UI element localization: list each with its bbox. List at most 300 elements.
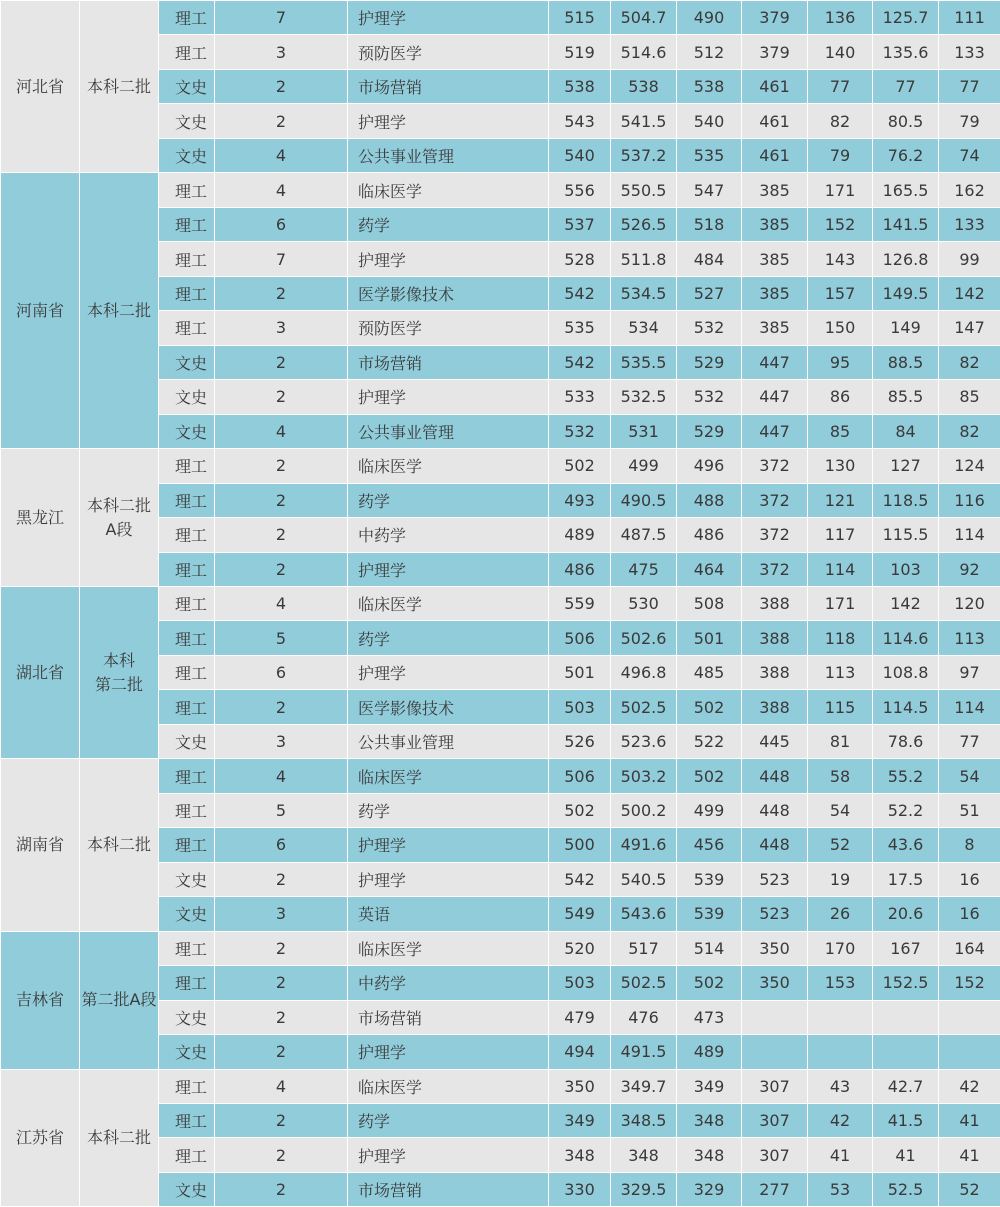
province-label: 黑龙江 — [16, 508, 64, 527]
batch-cell — [80, 1, 159, 173]
min-over-line-cell: 54 — [939, 759, 1000, 793]
province-label: 河北省 — [16, 77, 64, 96]
avg-over-line-cell: 17.5 — [873, 862, 939, 896]
batch-label-line: 第二批A段 — [80, 988, 158, 1012]
max-score-cell: 542 — [549, 345, 611, 379]
enrolled-count-cell: 2 — [215, 1035, 348, 1069]
major-cell: 市场营销 — [348, 1172, 549, 1206]
max-over-line-cell: 52 — [808, 828, 873, 862]
avg-over-line-cell: 126.8 — [873, 242, 939, 276]
min-over-line-cell — [939, 1035, 1000, 1069]
province-cell — [1, 931, 80, 1069]
province-cell — [1, 173, 80, 449]
min-over-line-cell: 51 — [939, 793, 1000, 827]
min-score-cell: 348 — [677, 1138, 742, 1172]
control-line-cell: 350 — [742, 966, 808, 1000]
min-score-cell: 488 — [677, 483, 742, 517]
subject-type-cell: 理工 — [159, 966, 215, 1000]
province-label: 吉林省 — [16, 990, 64, 1009]
avg-over-line-cell: 149 — [873, 311, 939, 345]
min-over-line-cell: 77 — [939, 724, 1000, 758]
subject-type-cell: 文史 — [159, 104, 215, 138]
subject-type-cell: 理工 — [159, 931, 215, 965]
max-over-line-cell: 42 — [808, 1104, 873, 1138]
province-label: 湖南省 — [16, 835, 64, 854]
subject-type-cell: 文史 — [159, 138, 215, 172]
avg-over-line-cell: 55.2 — [873, 759, 939, 793]
min-over-line-cell: 152 — [939, 966, 1000, 1000]
min-over-line-cell: 41 — [939, 1138, 1000, 1172]
control-line-cell: 388 — [742, 621, 808, 655]
min-score-cell: 532 — [677, 380, 742, 414]
enrolled-count-cell: 2 — [215, 449, 348, 483]
avg-over-line-cell: 141.5 — [873, 207, 939, 241]
avg-over-line-cell: 20.6 — [873, 897, 939, 931]
min-score-cell: 464 — [677, 552, 742, 586]
max-over-line-cell — [808, 1035, 873, 1069]
enrolled-count-cell: 3 — [215, 724, 348, 758]
enrolled-count-cell: 2 — [215, 1172, 348, 1206]
max-score-cell: 501 — [549, 655, 611, 689]
major-cell: 公共事业管理 — [348, 138, 549, 172]
avg-over-line-cell: 43.6 — [873, 828, 939, 862]
control-line-cell: 388 — [742, 690, 808, 724]
control-line-cell: 448 — [742, 759, 808, 793]
major-cell: 临床医学 — [348, 1069, 549, 1103]
control-line-cell: 445 — [742, 724, 808, 758]
max-score-cell: 506 — [549, 621, 611, 655]
subject-type-cell: 理工 — [159, 1, 215, 35]
subject-type-cell: 文史 — [159, 1172, 215, 1206]
major-cell: 药学 — [348, 483, 549, 517]
table-row — [1, 1, 1000, 35]
min-score-cell: 348 — [677, 1104, 742, 1138]
max-over-line-cell: 26 — [808, 897, 873, 931]
max-score-cell: 350 — [549, 1069, 611, 1103]
table-row — [1, 931, 1000, 965]
max-score-cell: 542 — [549, 862, 611, 896]
avg-over-line-cell: 149.5 — [873, 276, 939, 310]
avg-score-cell: 476 — [611, 1000, 677, 1034]
table-row — [1, 1069, 1000, 1103]
max-over-line-cell: 43 — [808, 1069, 873, 1103]
min-over-line-cell: 162 — [939, 173, 1000, 207]
avg-over-line-cell: 127 — [873, 449, 939, 483]
province-label: 湖北省 — [16, 663, 64, 682]
enrolled-count-cell: 6 — [215, 828, 348, 862]
min-score-cell: 547 — [677, 173, 742, 207]
subject-type-cell: 理工 — [159, 1138, 215, 1172]
min-score-cell: 502 — [677, 966, 742, 1000]
major-cell: 临床医学 — [348, 759, 549, 793]
table-row — [1, 759, 1000, 793]
max-over-line-cell: 85 — [808, 414, 873, 448]
avg-over-line-cell: 88.5 — [873, 345, 939, 379]
avg-score-cell: 329.5 — [611, 1172, 677, 1206]
avg-score-cell: 550.5 — [611, 173, 677, 207]
avg-score-cell: 534 — [611, 311, 677, 345]
province-cell — [1, 586, 80, 758]
enrolled-count-cell: 2 — [215, 518, 348, 552]
avg-score-cell: 517 — [611, 931, 677, 965]
enrolled-count-cell: 3 — [215, 35, 348, 69]
min-score-cell: 499 — [677, 793, 742, 827]
min-over-line-cell: 142 — [939, 276, 1000, 310]
min-over-line-cell: 16 — [939, 862, 1000, 896]
min-score-cell: 522 — [677, 724, 742, 758]
province-cell — [1, 449, 80, 587]
min-score-cell: 529 — [677, 414, 742, 448]
avg-score-cell: 514.6 — [611, 35, 677, 69]
control-line-cell: 447 — [742, 345, 808, 379]
min-over-line-cell: 133 — [939, 35, 1000, 69]
avg-over-line-cell: 118.5 — [873, 483, 939, 517]
avg-over-line-cell: 114.6 — [873, 621, 939, 655]
major-cell: 护理学 — [348, 552, 549, 586]
subject-type-cell: 理工 — [159, 759, 215, 793]
max-over-line-cell: 82 — [808, 104, 873, 138]
avg-score-cell: 537.2 — [611, 138, 677, 172]
enrolled-count-cell: 6 — [215, 655, 348, 689]
min-over-line-cell: 92 — [939, 552, 1000, 586]
enrolled-count-cell: 2 — [215, 862, 348, 896]
batch-label-line: 本科二批 — [80, 299, 158, 323]
major-cell: 护理学 — [348, 1138, 549, 1172]
major-cell: 英语 — [348, 897, 549, 931]
control-line-cell: 385 — [742, 242, 808, 276]
avg-score-cell: 530 — [611, 586, 677, 620]
table-row — [1, 449, 1000, 483]
max-score-cell: 515 — [549, 1, 611, 35]
max-score-cell: 503 — [549, 690, 611, 724]
min-over-line-cell: 114 — [939, 518, 1000, 552]
max-over-line-cell: 77 — [808, 69, 873, 103]
max-over-line-cell: 115 — [808, 690, 873, 724]
control-line-cell: 523 — [742, 897, 808, 931]
max-over-line-cell: 95 — [808, 345, 873, 379]
min-score-cell: 456 — [677, 828, 742, 862]
avg-score-cell: 475 — [611, 552, 677, 586]
max-over-line-cell: 150 — [808, 311, 873, 345]
min-over-line-cell: 124 — [939, 449, 1000, 483]
min-over-line-cell: 82 — [939, 345, 1000, 379]
max-score-cell: 533 — [549, 380, 611, 414]
max-over-line-cell: 157 — [808, 276, 873, 310]
min-score-cell: 502 — [677, 759, 742, 793]
control-line-cell: 448 — [742, 793, 808, 827]
enrolled-count-cell: 2 — [215, 1138, 348, 1172]
enrolled-count-cell: 5 — [215, 793, 348, 827]
enrolled-count-cell: 2 — [215, 931, 348, 965]
max-score-cell: 519 — [549, 35, 611, 69]
enrolled-count-cell: 4 — [215, 759, 348, 793]
max-over-line-cell: 58 — [808, 759, 873, 793]
max-score-cell: 486 — [549, 552, 611, 586]
max-over-line-cell: 81 — [808, 724, 873, 758]
batch-cell — [80, 931, 159, 1069]
max-over-line-cell: 114 — [808, 552, 873, 586]
control-line-cell: 385 — [742, 276, 808, 310]
max-score-cell: 330 — [549, 1172, 611, 1206]
min-over-line-cell: 116 — [939, 483, 1000, 517]
avg-score-cell: 535.5 — [611, 345, 677, 379]
control-line-cell: 372 — [742, 552, 808, 586]
min-score-cell: 489 — [677, 1035, 742, 1069]
max-over-line-cell: 171 — [808, 586, 873, 620]
max-score-cell: 542 — [549, 276, 611, 310]
major-cell: 公共事业管理 — [348, 724, 549, 758]
enrolled-count-cell: 5 — [215, 621, 348, 655]
enrolled-count-cell: 7 — [215, 242, 348, 276]
avg-over-line-cell: 41.5 — [873, 1104, 939, 1138]
major-cell: 临床医学 — [348, 449, 549, 483]
major-cell: 护理学 — [348, 242, 549, 276]
enrolled-count-cell: 2 — [215, 690, 348, 724]
avg-over-line-cell: 125.7 — [873, 1, 939, 35]
max-over-line-cell: 113 — [808, 655, 873, 689]
avg-over-line-cell: 42.7 — [873, 1069, 939, 1103]
avg-score-cell: 348.5 — [611, 1104, 677, 1138]
subject-type-cell: 文史 — [159, 862, 215, 896]
avg-over-line-cell: 152.5 — [873, 966, 939, 1000]
control-line-cell: 385 — [742, 207, 808, 241]
avg-over-line-cell: 80.5 — [873, 104, 939, 138]
avg-score-cell: 503.2 — [611, 759, 677, 793]
avg-over-line-cell: 115.5 — [873, 518, 939, 552]
min-over-line-cell: 99 — [939, 242, 1000, 276]
min-score-cell: 329 — [677, 1172, 742, 1206]
major-cell: 临床医学 — [348, 173, 549, 207]
control-line-cell: 372 — [742, 518, 808, 552]
max-over-line-cell: 170 — [808, 931, 873, 965]
min-over-line-cell: 111 — [939, 1, 1000, 35]
avg-score-cell: 504.7 — [611, 1, 677, 35]
subject-type-cell: 理工 — [159, 207, 215, 241]
enrolled-count-cell: 6 — [215, 207, 348, 241]
subject-type-cell: 理工 — [159, 1104, 215, 1138]
max-score-cell: 528 — [549, 242, 611, 276]
subject-type-cell: 理工 — [159, 449, 215, 483]
control-line-cell: 379 — [742, 35, 808, 69]
province-cell — [1, 1, 80, 173]
avg-score-cell: 511.8 — [611, 242, 677, 276]
major-cell: 临床医学 — [348, 586, 549, 620]
min-over-line-cell: 8 — [939, 828, 1000, 862]
max-over-line-cell: 41 — [808, 1138, 873, 1172]
min-over-line-cell: 77 — [939, 69, 1000, 103]
enrolled-count-cell: 2 — [215, 1104, 348, 1138]
control-line-cell: 307 — [742, 1104, 808, 1138]
control-line-cell: 447 — [742, 380, 808, 414]
avg-score-cell: 499 — [611, 449, 677, 483]
max-over-line-cell: 53 — [808, 1172, 873, 1206]
subject-type-cell: 理工 — [159, 586, 215, 620]
table-body — [1, 1, 1000, 1207]
min-score-cell: 535 — [677, 138, 742, 172]
subject-type-cell: 理工 — [159, 828, 215, 862]
avg-over-line-cell: 84 — [873, 414, 939, 448]
max-score-cell: 540 — [549, 138, 611, 172]
avg-over-line-cell: 167 — [873, 931, 939, 965]
avg-score-cell: 502.5 — [611, 966, 677, 1000]
province-cell — [1, 759, 80, 931]
avg-over-line-cell — [873, 1000, 939, 1034]
max-over-line-cell: 19 — [808, 862, 873, 896]
max-over-line-cell: 118 — [808, 621, 873, 655]
min-score-cell: 518 — [677, 207, 742, 241]
avg-over-line-cell: 41 — [873, 1138, 939, 1172]
control-line-cell: 307 — [742, 1138, 808, 1172]
subject-type-cell: 理工 — [159, 242, 215, 276]
min-over-line-cell: 41 — [939, 1104, 1000, 1138]
avg-score-cell: 541.5 — [611, 104, 677, 138]
major-cell: 市场营销 — [348, 345, 549, 379]
enrolled-count-cell: 2 — [215, 483, 348, 517]
avg-score-cell: 502.6 — [611, 621, 677, 655]
major-cell: 市场营销 — [348, 1000, 549, 1034]
min-over-line-cell: 82 — [939, 414, 1000, 448]
major-cell: 中药学 — [348, 518, 549, 552]
min-score-cell: 473 — [677, 1000, 742, 1034]
batch-label-line: A段 — [80, 518, 158, 542]
avg-over-line-cell: 165.5 — [873, 173, 939, 207]
major-cell: 医学影像技术 — [348, 276, 549, 310]
min-over-line-cell: 42 — [939, 1069, 1000, 1103]
subject-type-cell: 理工 — [159, 552, 215, 586]
min-score-cell: 349 — [677, 1069, 742, 1103]
avg-score-cell: 538 — [611, 69, 677, 103]
max-score-cell: 506 — [549, 759, 611, 793]
batch-cell — [80, 586, 159, 758]
min-score-cell: 527 — [677, 276, 742, 310]
min-score-cell: 508 — [677, 586, 742, 620]
control-line-cell — [742, 1035, 808, 1069]
max-score-cell: 494 — [549, 1035, 611, 1069]
max-over-line-cell: 117 — [808, 518, 873, 552]
subject-type-cell: 理工 — [159, 655, 215, 689]
enrolled-count-cell: 4 — [215, 1069, 348, 1103]
max-score-cell: 537 — [549, 207, 611, 241]
subject-type-cell: 理工 — [159, 35, 215, 69]
avg-over-line-cell: 52.2 — [873, 793, 939, 827]
min-over-line-cell: 74 — [939, 138, 1000, 172]
batch-cell — [80, 173, 159, 449]
min-score-cell: 539 — [677, 897, 742, 931]
avg-over-line-cell: 135.6 — [873, 35, 939, 69]
major-cell: 预防医学 — [348, 311, 549, 345]
avg-over-line-cell: 76.2 — [873, 138, 939, 172]
major-cell: 市场营销 — [348, 69, 549, 103]
enrolled-count-cell: 2 — [215, 1000, 348, 1034]
control-line-cell: 277 — [742, 1172, 808, 1206]
max-score-cell: 559 — [549, 586, 611, 620]
enrolled-count-cell: 4 — [215, 138, 348, 172]
subject-type-cell: 理工 — [159, 1069, 215, 1103]
min-score-cell: 496 — [677, 449, 742, 483]
major-cell: 中药学 — [348, 966, 549, 1000]
max-score-cell: 532 — [549, 414, 611, 448]
min-score-cell: 539 — [677, 862, 742, 896]
avg-score-cell: 531 — [611, 414, 677, 448]
max-over-line-cell: 153 — [808, 966, 873, 1000]
enrolled-count-cell: 4 — [215, 414, 348, 448]
subject-type-cell: 文史 — [159, 414, 215, 448]
avg-score-cell: 500.2 — [611, 793, 677, 827]
avg-score-cell: 490.5 — [611, 483, 677, 517]
batch-cell — [80, 449, 159, 587]
avg-over-line-cell: 114.5 — [873, 690, 939, 724]
avg-score-cell: 502.5 — [611, 690, 677, 724]
subject-type-cell: 文史 — [159, 897, 215, 931]
max-score-cell: 348 — [549, 1138, 611, 1172]
province-label: 河南省 — [16, 301, 64, 320]
max-over-line-cell: 54 — [808, 793, 873, 827]
min-score-cell: 512 — [677, 35, 742, 69]
major-cell: 护理学 — [348, 104, 549, 138]
subject-type-cell: 理工 — [159, 311, 215, 345]
max-score-cell: 549 — [549, 897, 611, 931]
subject-type-cell: 理工 — [159, 276, 215, 310]
major-cell: 护理学 — [348, 380, 549, 414]
control-line-cell: 523 — [742, 862, 808, 896]
min-over-line-cell: 97 — [939, 655, 1000, 689]
control-line-cell: 461 — [742, 138, 808, 172]
batch-label-line: 本科二批 — [80, 494, 158, 518]
subject-type-cell: 理工 — [159, 483, 215, 517]
enrolled-count-cell: 7 — [215, 1, 348, 35]
max-over-line-cell: 121 — [808, 483, 873, 517]
control-line-cell: 385 — [742, 311, 808, 345]
major-cell: 医学影像技术 — [348, 690, 549, 724]
min-over-line-cell: 16 — [939, 897, 1000, 931]
control-line-cell: 372 — [742, 449, 808, 483]
max-score-cell: 556 — [549, 173, 611, 207]
enrolled-count-cell: 2 — [215, 276, 348, 310]
control-line-cell — [742, 1000, 808, 1034]
avg-score-cell: 349.7 — [611, 1069, 677, 1103]
control-line-cell: 350 — [742, 931, 808, 965]
subject-type-cell: 文史 — [159, 69, 215, 103]
major-cell: 药学 — [348, 621, 549, 655]
max-over-line-cell: 140 — [808, 35, 873, 69]
subject-type-cell: 理工 — [159, 690, 215, 724]
avg-score-cell: 526.5 — [611, 207, 677, 241]
min-score-cell: 490 — [677, 1, 742, 35]
avg-over-line-cell: 108.8 — [873, 655, 939, 689]
avg-over-line-cell: 78.6 — [873, 724, 939, 758]
subject-type-cell: 理工 — [159, 173, 215, 207]
control-line-cell: 379 — [742, 1, 808, 35]
max-over-line-cell: 171 — [808, 173, 873, 207]
max-score-cell: 349 — [549, 1104, 611, 1138]
min-over-line-cell: 113 — [939, 621, 1000, 655]
max-score-cell: 526 — [549, 724, 611, 758]
enrolled-count-cell: 2 — [215, 104, 348, 138]
min-over-line-cell: 85 — [939, 380, 1000, 414]
control-line-cell: 388 — [742, 586, 808, 620]
table-row — [1, 173, 1000, 207]
min-over-line-cell: 79 — [939, 104, 1000, 138]
avg-over-line-cell — [873, 1035, 939, 1069]
max-score-cell: 543 — [549, 104, 611, 138]
enrolled-count-cell: 2 — [215, 345, 348, 379]
max-over-line-cell: 130 — [808, 449, 873, 483]
min-over-line-cell: 120 — [939, 586, 1000, 620]
max-score-cell: 503 — [549, 966, 611, 1000]
avg-score-cell: 491.6 — [611, 828, 677, 862]
min-over-line-cell: 114 — [939, 690, 1000, 724]
avg-score-cell: 348 — [611, 1138, 677, 1172]
